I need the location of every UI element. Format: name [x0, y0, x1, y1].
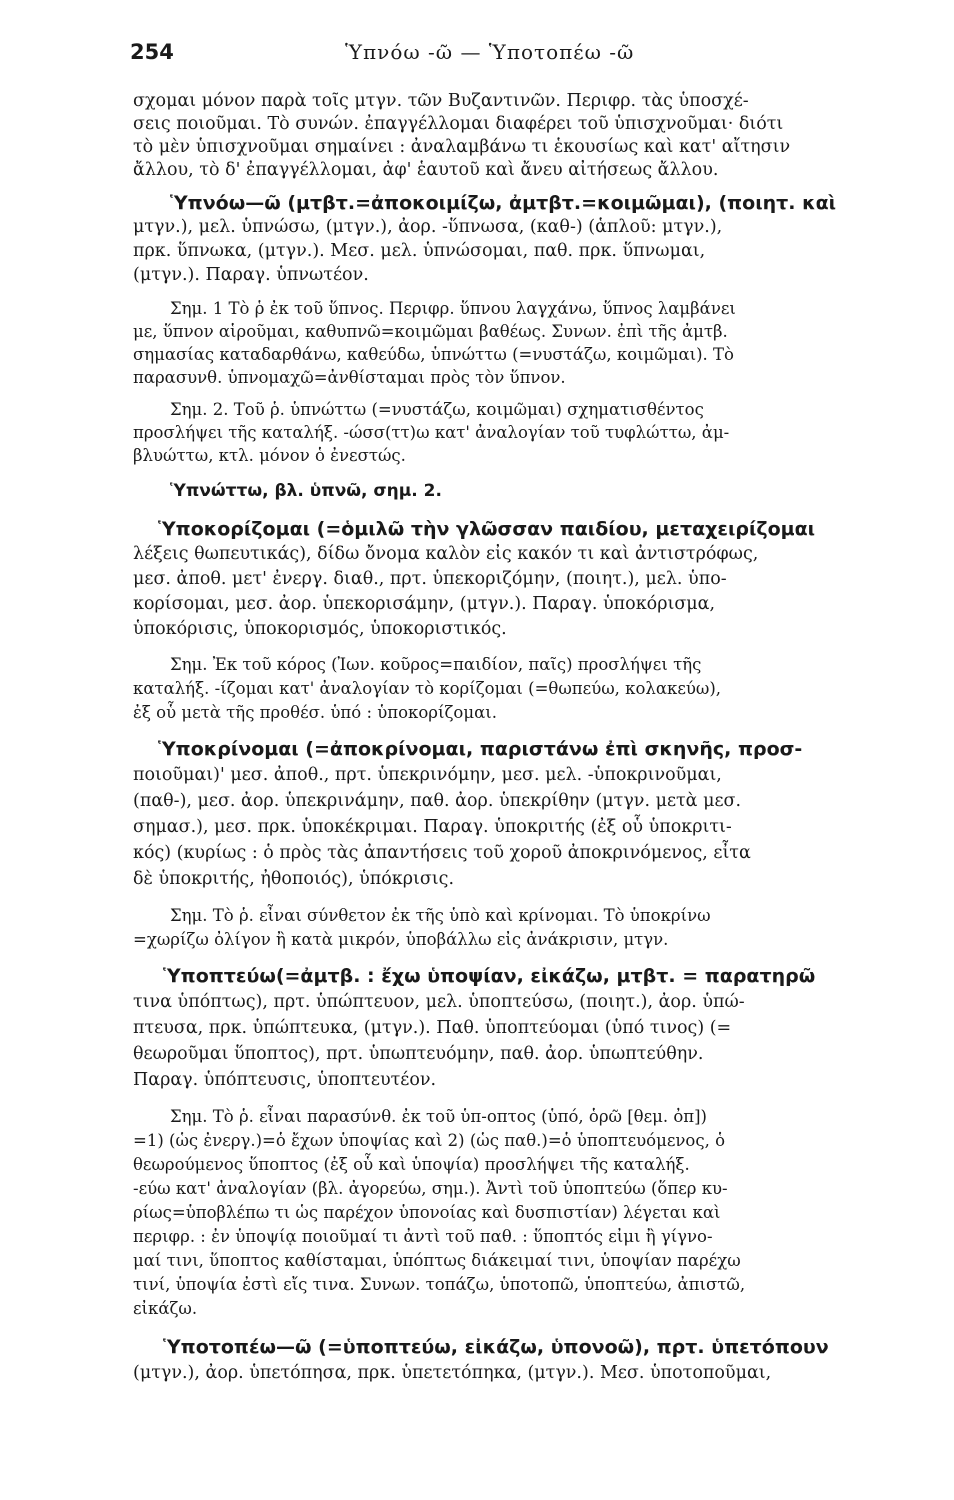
text-line: μτγν.), μελ. ὑπνώσω, (μτγν.), ἀορ. -ὕπνωσα, (καθ-) (ἁπλοῦ: μτγν.), — [133, 217, 723, 237]
note-line: προσλήψει τῆς καταλήξ. -ώσσ(ττ)ω κατ' ἀναλογίαν τοῦ τυφλώττω, ἀμ- — [133, 423, 730, 442]
lemma-hypotopeo: Ὑποτοπέω—ῶ (=ὑποπτεύω, εἰκάζω, ὑπονοῶ), πρτ. ὑπετόπουν — [163, 1336, 829, 1358]
note-line: μαί τινι, ὕποπτος καθίσταμαι, ὑπόπτως διάκειμαί τινι, ὑποψίαν παρέχω — [133, 1251, 741, 1270]
note-line: Σημ. Ἐκ τοῦ κόρος (Ἰων. κοῦρος=παιδίον, παῖς) προσλήψει τῆς — [170, 655, 702, 674]
note-line: καταλήξ. -ίζομαι κατ' ἀναλογίαν τὸ κορίζομαι (=θωπεύω, κολακεύω), — [133, 679, 722, 698]
text-line: (μτγν.). Παραγ. ὑπνωτέον. — [133, 265, 369, 285]
note-line: =1) (ὡς ἐνεργ.)=ὁ ἔχων ὑποψίας καὶ 2) (ὡς παθ.)=ὁ ὑποπτευόμενος, ὁ — [133, 1131, 726, 1150]
note-line: τινί, ὑποψία ἐστὶ εἴς τινα. Συνων. τοπάζω, ὑποτοπῶ, ὑποπτεύω, ἀπιστῶ, — [133, 1275, 746, 1294]
note-line: ρίως=ὑποβλέπω τι ὡς παρέχον ὑπονοίας καὶ δυσπιστίαν) λέγεται καὶ — [133, 1203, 721, 1222]
text-line: κός) (κυρίως : ὁ πρὸς τὰς ἀπαντήσεις τοῦ χοροῦ ἀποκρινόμενος, εἶτα — [133, 843, 751, 863]
note-line: με, ὕπνον αἱροῦμαι, καθυπνῶ=κοιμῶμαι βαθέως. Συνων. ἐπὶ τῆς ἀμτβ. — [133, 322, 728, 341]
text-line: κορίσομαι, μεσ. ἀορ. ὑπεκορισάμην, (μτγν.). Παραγ. ὑποκόρισμα, — [133, 594, 716, 614]
note-line: παρασυνθ. ὑπνομαχῶ=ἀνθίσταμαι πρὸς τὸν ὕπνον. — [133, 368, 566, 387]
lemma-hypopteuo: Ὑποπτεύω(=ἀμτβ. : ἔχω ὑποψίαν, εἰκάζω, μτβτ. = παρατηρῶ — [163, 965, 816, 987]
note-line: σημασίας καταδαρθάνω, καθεύδω, ὑπνώττω (=νυστάζω, κοιμῶμαι). Τὸ — [133, 345, 734, 364]
text-line: θεωροῦμαι ὕποπτος), πρτ. ὑπωπτευόμην, παθ. ἀορ. ὑπωπτεύθην. — [133, 1044, 704, 1064]
lemma-hypokorizomai: Ὑποκορίζομαι (=ὁμιλῶ τὴν γλῶσσαν παιδίου, μεταχειρίζομαι — [158, 518, 816, 540]
text-line: τινα ὑπόπτως), πρτ. ὑπώπτευον, μελ. ὑποπτεύσω, (ποιητ.), ἀορ. ὑπώ- — [133, 992, 745, 1012]
text-line: (μτγν.), ἀορ. ὑπετόπησα, πρκ. ὑπετετόπηκα, (μτγν.). Μεσ. ὑποτοποῦμαι, — [133, 1363, 772, 1383]
note-line: βλυώττω, κτλ. μόνον ὁ ἐνεστώς. — [133, 446, 406, 465]
text-line: τὸ μὲν ὑπισχνοῦμαι σημαίνει : ἀναλαμβάνω τι ἑκουσίως καὶ κατ' αἴτησιν — [133, 137, 791, 157]
running-head: Ὑπνόω -ῶ — Ὑποτοπέω -ῶ — [345, 40, 635, 64]
lemma-hypnotto: Ὑπνώττω, βλ. ὑπνῶ, σημ. 2. — [170, 481, 442, 501]
text-line: ἄλλου, τὸ δ' ἐπαγγέλλομαι, ἀφ' ἑαυτοῦ καὶ ἄνευ αἰτήσεως ἄλλου. — [133, 160, 719, 180]
page-header — [130, 40, 930, 70]
text-line: ὑποκόρισις, ὑποκορισμός, ὑποκοριστικός. — [133, 619, 507, 639]
text-line: σημασ.), μεσ. πρκ. ὑποκέκριμαι. Παραγ. ὑποκριτής (ἐξ οὗ ὑποκριτι- — [133, 817, 732, 837]
text-line: πτευσα, πρκ. ὑπώπτευκα, (μτγν.). Παθ. ὑποπτεύομαι (ὑπό τινος) (= — [133, 1018, 732, 1038]
text-line: μεσ. ἀποθ. μετ' ἐνεργ. διαθ., πρτ. ὑπεκοριζόμην, (ποιητ.), μελ. ὑπο- — [133, 569, 727, 589]
text-line: σεις ποιοῦμαι. Τὸ συνών. ἐπαγγέλλομαι διαφέρει τοῦ ὑπισχνοῦμαι· διότι — [133, 114, 784, 134]
note-line: =χωρίζω ὀλίγον ἢ κατὰ μικρόν, ὑποβάλλω εἰς ἀνάκρισιν, μτγν. — [133, 930, 669, 949]
note-line: Σημ. 1 Τὸ ῥ ἐκ τοῦ ὕπνος. Περιφρ. ὕπνου λαγχάνω, ὕπνος λαμβάνει — [170, 299, 736, 318]
text-line: δὲ ὑποκριτής, ἠθοποιός), ὑπόκρισις. — [133, 869, 455, 889]
text-line: λέξεις θωπευτικάς), δίδω ὄνομα καλὸν εἰς κακόν τι καὶ ἀντιστρόφως, — [133, 544, 759, 564]
note-line: ἐξ οὗ μετὰ τῆς προθέσ. ὑπό : ὑποκορίζομαι. — [133, 703, 497, 722]
note-line: -εύω κατ' ἀναλογίαν (βλ. ἀγορεύω, σημ.). Ἀντὶ τοῦ ὑποπτεύω (ὅπερ κυ- — [133, 1179, 728, 1198]
text-line: (παθ-), μεσ. ἀορ. ὑπεκρινάμην, παθ. ἀορ. ὑπεκρίθην (μτγν. μετὰ μεσ. — [133, 791, 742, 811]
text-line: σχομαι μόνον παρὰ τοῖς μτγν. τῶν Βυζαντινῶν. Περιφρ. τὰς ὑποσχέ- — [133, 91, 749, 111]
note-line: Σημ. Τὸ ῥ. εἶναι σύνθετον ἐκ τῆς ὑπὸ καὶ κρίνομαι. Τὸ ὑποκρίνω — [170, 906, 711, 925]
page-number: 254 — [130, 40, 174, 64]
note-line: Σημ. Τὸ ῥ. εἶναι παρασύνθ. ἐκ τοῦ ὑπ-οπτος (ὑπό, ὁρῶ [θεμ. ὀπ]) — [170, 1107, 707, 1126]
text-line: πρκ. ὕπνωκα, (μτγν.). Μεσ. μελ. ὑπνώσομαι, παθ. πρκ. ὕπνωμαι, — [133, 241, 706, 261]
note-line: Σημ. 2. Τοῦ ῥ. ὑπνώττω (=νυστάζω, κοιμῶμαι) σχηματισθέντος — [170, 400, 704, 419]
note-line: εἰκάζω. — [133, 1299, 198, 1318]
text-line: ποιοῦμαι)' μεσ. ἀποθ., πρτ. ὑπεκρινόμην, μεσ. μελ. -ὑποκρινοῦμαι, — [133, 765, 722, 785]
note-line: θεωρούμενος ὕποπτος (ἐξ οὗ καὶ ὑποψία) προσλήψει τῆς καταλήξ. — [133, 1155, 690, 1174]
lemma-hypokrinomai: Ὑποκρίνομαι (=ἀποκρίνομαι, παριστάνω ἐπὶ σκηνῆς, προσ- — [158, 738, 803, 760]
text-line: Παραγ. ὑπόπτευσις, ὑποπτευτέον. — [133, 1070, 437, 1090]
note-line: περιφρ. : ἐν ὑποψίᾳ ποιοῦμαί τι ἀντὶ τοῦ παθ. : ὕποπτός εἰμι ἢ γίγνο- — [133, 1227, 713, 1246]
lemma-hypnoo: Ὑπνόω—ῶ (μτβτ.=ἀποκοιμίζω, ἀμτβτ.=κοιμῶμαι), (ποιητ. καὶ — [170, 192, 837, 214]
